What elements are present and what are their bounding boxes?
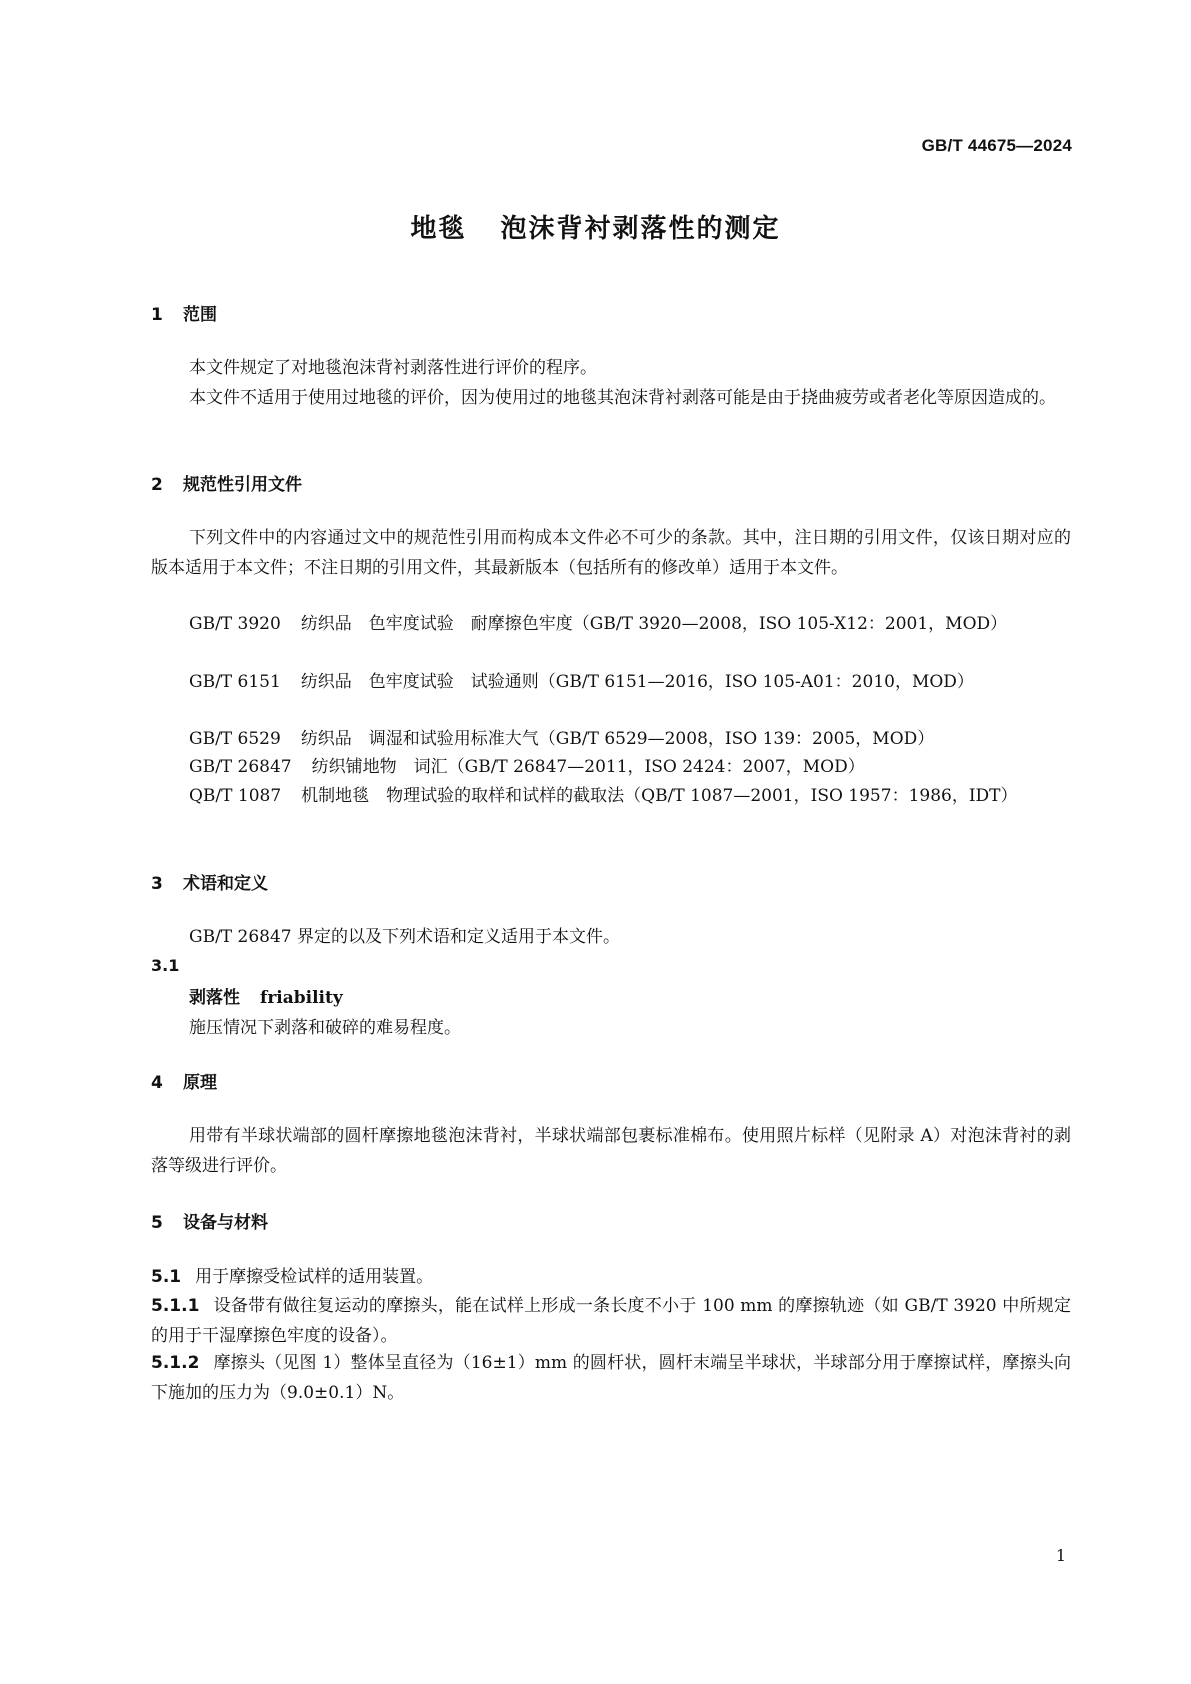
section-4-heading <box>151 1068 217 1093</box>
page-number: 1 <box>1055 1546 1066 1565</box>
section-2-heading <box>151 470 302 495</box>
standard-number: GB/T 44675—2024 <box>921 136 1072 155</box>
reference-title: 纺织品 调湿和试验用标准大气（GB/T 6529—2008，ISO 139：2005，MOD） <box>300 729 935 749</box>
section-number: 1 <box>151 305 163 325</box>
section-1-heading <box>151 300 217 325</box>
term-chinese: 剥落性 <box>189 988 240 1008</box>
clause-number: 5.1 <box>151 1267 182 1287</box>
clause-number: 5.1.2 <box>151 1353 200 1373</box>
section-3-heading <box>151 869 268 894</box>
section-1-paragraph-2: 本文件不适用于使用过地毯的评价，因为使用过的地毯其泡沫背衬剥落可能是由于挠曲疲劳或者老化等原因造成的。 <box>189 388 1056 408</box>
reference-code: GB/T 26847 <box>189 757 292 777</box>
term-entry <box>189 983 343 1008</box>
reference-title: 纺织品 色牢度试验 耐摩擦色牢度（GB/T 3920—2008，ISO 105-X12：2001，MOD） <box>300 614 1008 634</box>
term-definition: 施压情况下剥落和破碎的难易程度。 <box>189 1018 461 1038</box>
term-number: 3.1 <box>151 956 180 975</box>
section-number: 5 <box>151 1213 163 1233</box>
clause-5-1 <box>151 1262 1071 1292</box>
reference-title: 纺织品 色牢度试验 试验通则（GB/T 6151—2016，ISO 105-A01：2010，MOD） <box>300 672 974 692</box>
section-1-paragraph-1: 本文件规定了对地毯泡沫背衬剥落性进行评价的程序。 <box>189 358 597 378</box>
document-title <box>0 208 1191 245</box>
reference-item <box>151 752 1071 782</box>
title-part-1: 地毯 <box>410 214 467 244</box>
reference-code: GB/T 6529 <box>189 729 281 749</box>
reference-item <box>151 781 1071 811</box>
reference-title: 纺织铺地物 词汇（GB/T 26847—2011，ISO 2424：2007，MOD） <box>311 757 865 777</box>
section-5-heading <box>151 1208 268 1233</box>
clause-text: 摩擦头（见图 1）整体呈直径为（16±1）mm 的圆杆状，圆杆末端呈半球状，半球部分用于摩擦试样，摩擦头向下施加的压力为（9.0±0.1）N。 <box>151 1353 1071 1403</box>
section-title: 原理 <box>183 1073 217 1093</box>
section-2-intro: 下列文件中的内容通过文中的规范性引用而构成本文件必不可少的条款。其中，注日期的引用文件，仅该日期对应的版本适用于本文件；不注日期的引用文件，其最新版本（包括所有的修改单）适用于本文件。 <box>151 528 1071 578</box>
section-number: 2 <box>151 475 163 495</box>
clause-5-1-1 <box>151 1291 1071 1351</box>
term-english: friability <box>260 988 343 1008</box>
section-title: 设备与材料 <box>183 1213 268 1233</box>
reference-item <box>151 724 1071 754</box>
section-number: 4 <box>151 1073 163 1093</box>
section-4-paragraph: 用带有半球状端部的圆杆摩擦地毯泡沫背衬，半球状端部包裹标准棉布。使用照片标样（见附录 A）对泡沫背衬的剥落等级进行评价。 <box>151 1126 1071 1176</box>
reference-item <box>151 609 1071 639</box>
section-number: 3 <box>151 874 163 894</box>
reference-item <box>151 667 1071 697</box>
clause-number: 5.1.1 <box>151 1296 200 1316</box>
clause-5-1-2 <box>151 1348 1071 1408</box>
reference-code: GB/T 6151 <box>189 672 281 692</box>
section-title: 术语和定义 <box>183 874 268 894</box>
section-title: 规范性引用文件 <box>183 475 302 495</box>
reference-title: 机制地毯 物理试验的取样和试样的截取法（QB/T 1087—2001，ISO 1957：1986，IDT） <box>301 786 1018 806</box>
title-part-2: 泡沫背衬剥落性的测定 <box>500 214 781 244</box>
reference-code: GB/T 3920 <box>189 614 281 634</box>
clause-text: 设备带有做往复运动的摩擦头，能在试样上形成一条长度不小于 100 mm 的摩擦轨迹（如 GB/T 3920 中所规定的用于干湿摩擦色牢度的设备）。 <box>151 1296 1071 1346</box>
reference-code: QB/T 1087 <box>189 786 282 806</box>
section-title: 范围 <box>183 305 217 325</box>
section-3-intro: GB/T 26847 界定的以及下列术语和定义适用于本文件。 <box>189 927 621 947</box>
clause-text: 用于摩擦受检试样的适用装置。 <box>195 1267 434 1287</box>
